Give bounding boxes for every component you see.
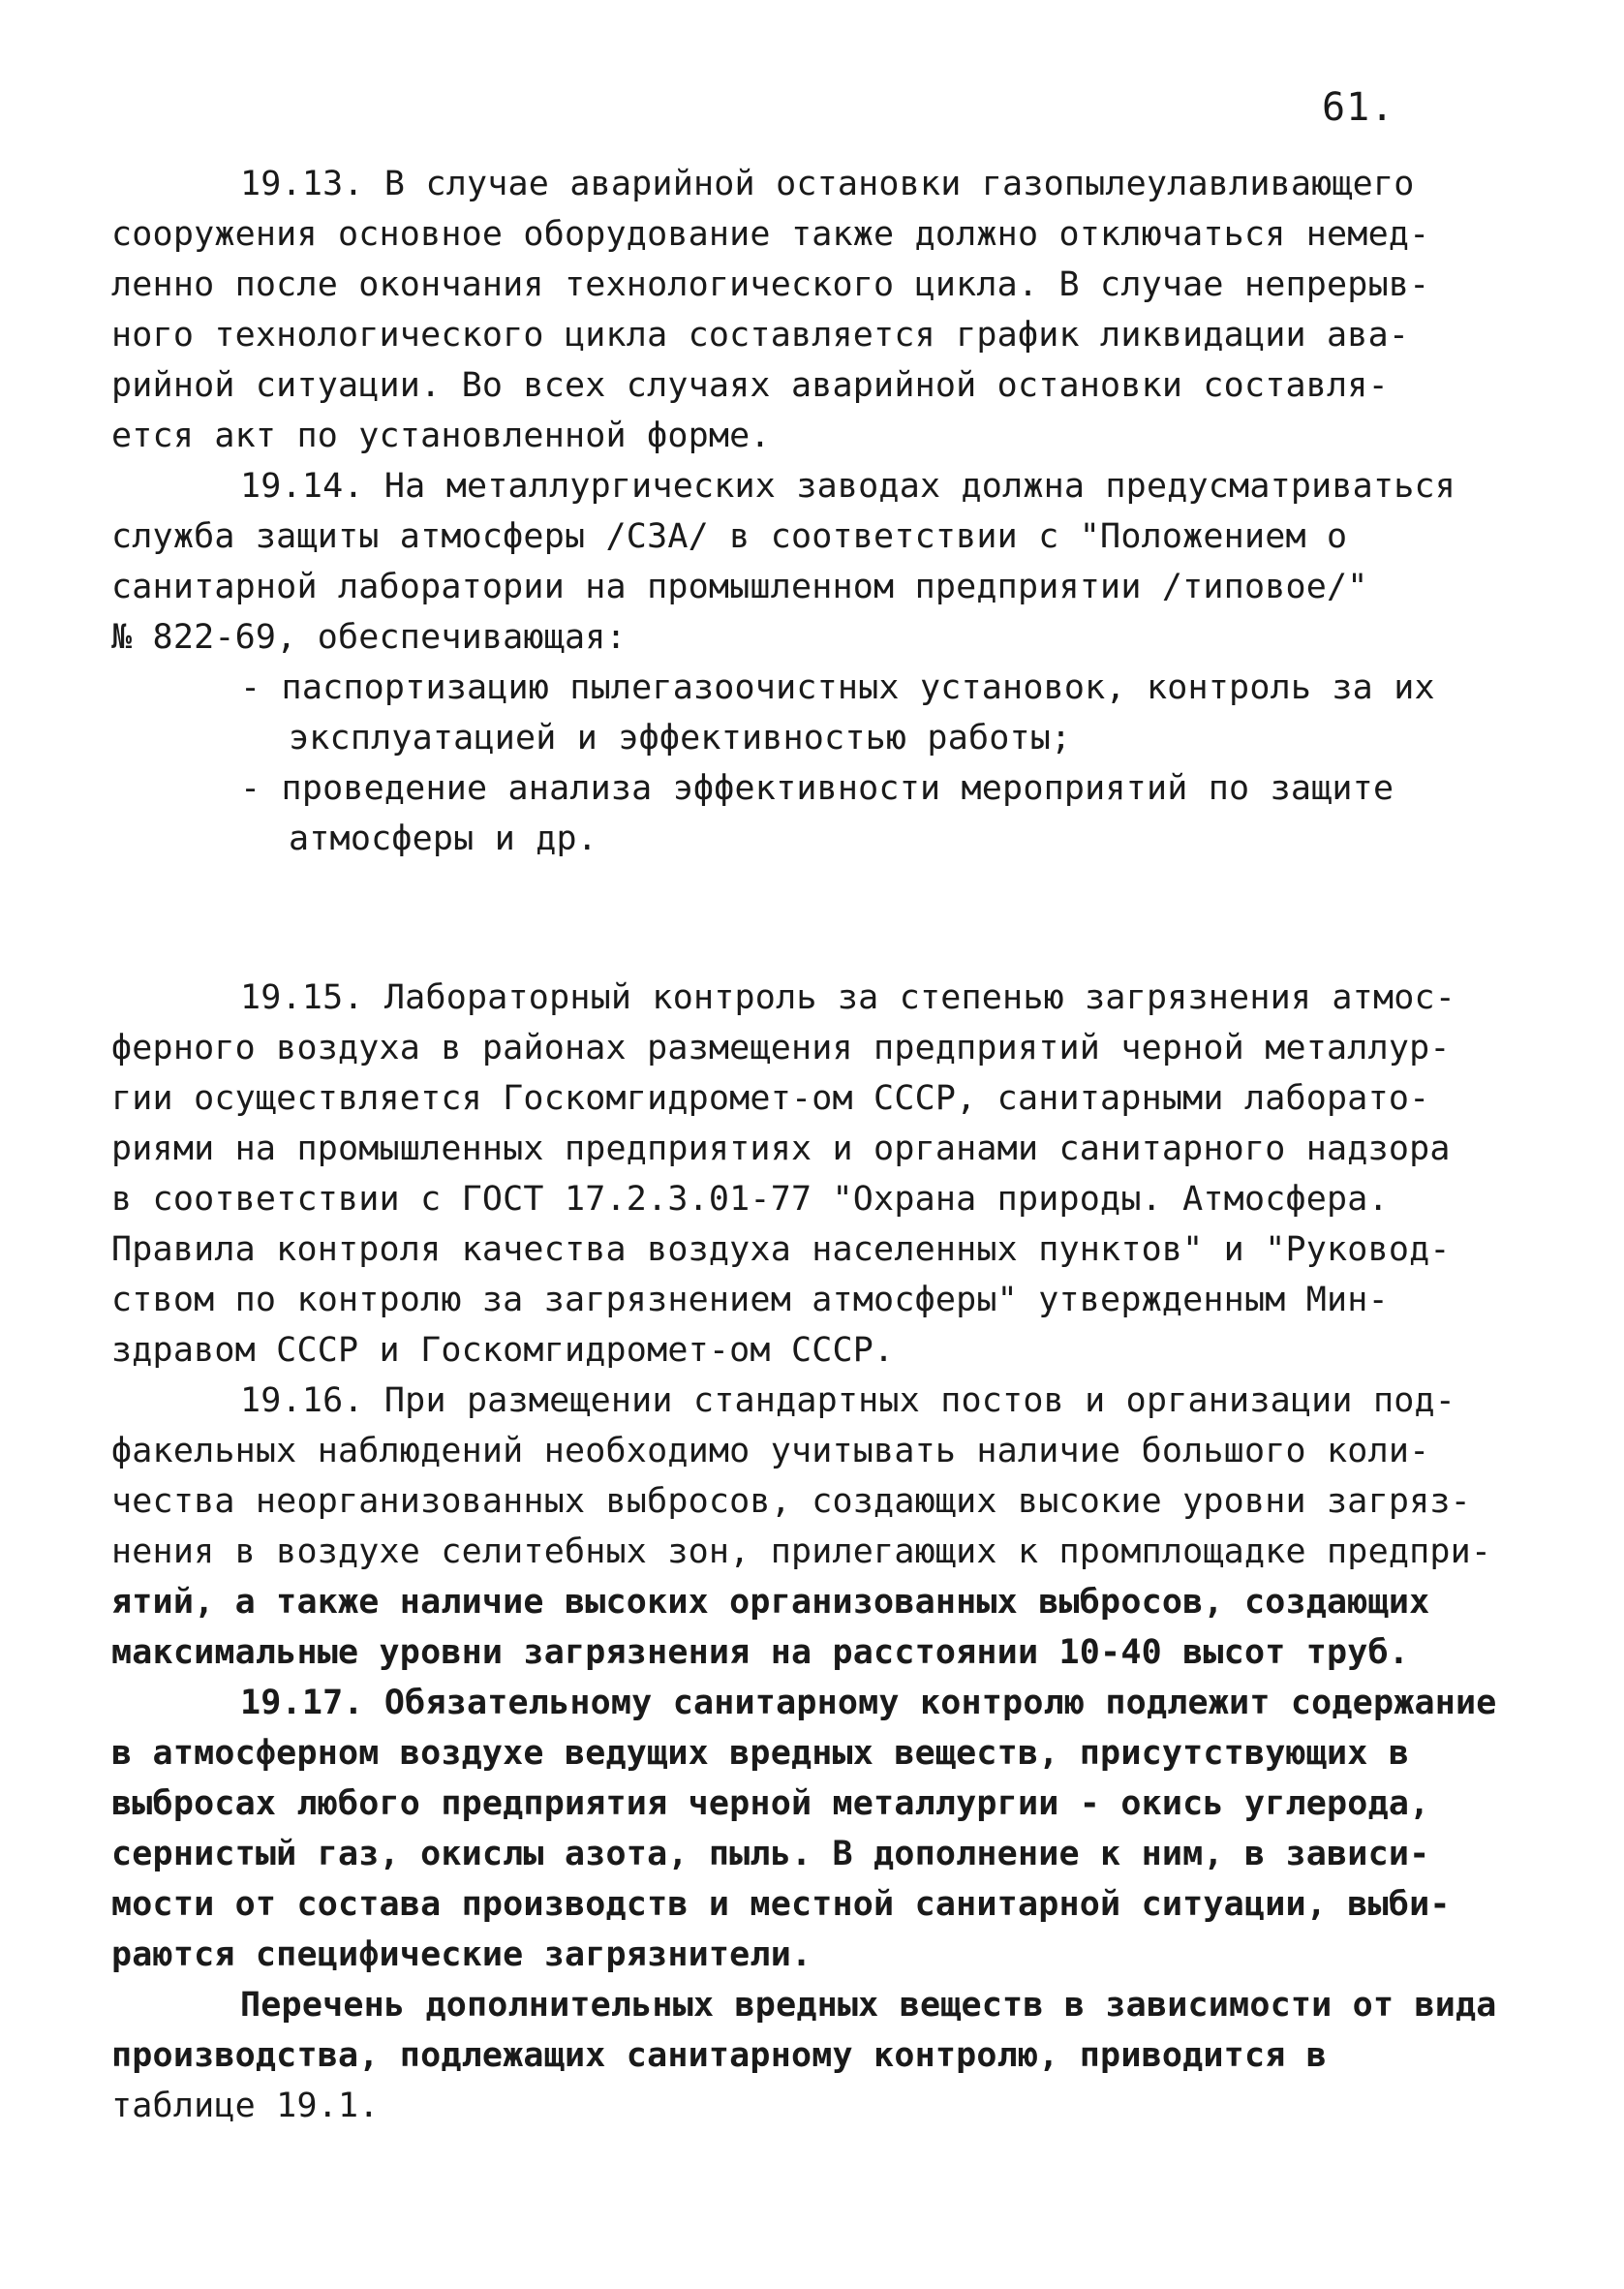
paragraph-19-16-line-4: нения в воздухе селитебных зон, прилегающих к промплощадке предпри- [111,1532,1492,1571]
paragraph-19-15-line-1: 19.15. Лабораторный контроль за степенью загрязнения атмос- [240,978,1456,1017]
table-note-line-2: производства, подлежащих санитарному контролю, приводится в [111,2036,1328,2075]
paragraph-19-15-line-8: здравом СССР и Госкомгидромет-ом СССР. [111,1331,895,1370]
paragraph-19-16-line-1: 19.16. При размещении стандартных постов и организации под- [240,1381,1456,1420]
paragraph-19-14-line-4: № 822-69, обеспечивающая: [111,618,627,657]
paragraph-19-14-line-2: служба защиты атмосферы /СЗА/ в соответствии с "Положением о [111,517,1348,556]
paragraph-19-15-line-2: ферного воздуха в районах размещения предприятий черной металлур- [111,1029,1451,1067]
bullet-2-line-2: атмосферы и др. [289,820,598,858]
paragraph-19-17-line-6: раются специфические загрязнители. [111,1935,812,1974]
paragraph-19-17-line-3: выбросах любого предприятия черной металлургии - окись углерода, [111,1784,1430,1823]
paragraph-19-13-line-5: рийной ситуации. Во всех случаях аварийной остановки составля- [111,366,1389,405]
paragraph-19-15-line-3: гии осуществляется Госкомгидромет-ом СССР, санитарными лаборато- [111,1079,1430,1118]
paragraph-19-13-line-1: 19.13. В случае аварийной остановки газопылеулавливающего [240,165,1415,203]
paragraph-19-14-line-1: 19.14. На металлургических заводах должна предусматриваться [240,467,1456,506]
paragraph-19-17-line-4: сернистый газ, окислы азота, пыль. В дополнение к ним, в зависи- [111,1835,1430,1873]
bullet-1-line-1: - паспортизацию пылегазоочистных установок, контроль за их [240,668,1435,707]
paragraph-19-16-line-5: ятий, а также наличие высоких организованных выбросов, создающих [111,1583,1430,1622]
bullet-1-line-2: эксплуатацией и эффективностью работы; [289,719,1072,758]
page-number: 61. [1322,85,1395,130]
paragraph-19-17-line-5: мости от состава производств и местной санитарной ситуации, выби- [111,1885,1451,1924]
table-note-line-3: таблице 19.1. [111,2087,380,2125]
paragraph-19-15-line-7: ством по контролю за загрязнением атмосферы" утвержденным Мин- [111,1281,1389,1319]
paragraph-19-13-line-6: ется акт по установленной форме. [111,417,771,455]
paragraph-19-14-line-3: санитарной лаборатории на промышленном предприятии /типовое/" [111,568,1368,606]
bullet-2-line-1: - проведение анализа эффективности мероприятий по защите [240,769,1394,808]
paragraph-19-15-line-4: риями на промышленных предприятиях и органами санитарного надзора [111,1129,1451,1168]
paragraph-19-13-line-4: ного технологического цикла составляется график ликвидации ава- [111,316,1410,355]
paragraph-19-15-line-5: в соответствии с ГОСТ 17.2.3.01-77 "Охрана природы. Атмосфера. [111,1180,1389,1219]
paragraph-19-15-line-6: Правила контроля качества воздуха населенных пунктов" и "Руковод- [111,1230,1451,1269]
paragraph-19-16-line-6: максимальные уровни загрязнения на расстоянии 10-40 высот труб. [111,1633,1410,1672]
table-note-line-1: Перечень дополнительных вредных веществ в зависимости от вида [240,1986,1497,2025]
paragraph-19-16-line-2: факельных наблюдений необходимо учитывать наличие большого коли- [111,1432,1430,1470]
paragraph-19-17-line-2: в атмосферном воздухе ведущих вредных веществ, присутствующих в [111,1734,1410,1773]
paragraph-19-17-line-1: 19.17. Обязательному санитарному контролю подлежит содержание [240,1684,1497,1722]
paragraph-19-16-line-3: чества неорганизованных выбросов, создающих высокие уровни загряз- [111,1482,1471,1521]
paragraph-19-13-line-3: ленно после окончания технологического цикла. В случае непрерыв- [111,265,1430,304]
paragraph-19-13-line-2: сооружения основное оборудование также должно отключаться немед- [111,215,1430,254]
